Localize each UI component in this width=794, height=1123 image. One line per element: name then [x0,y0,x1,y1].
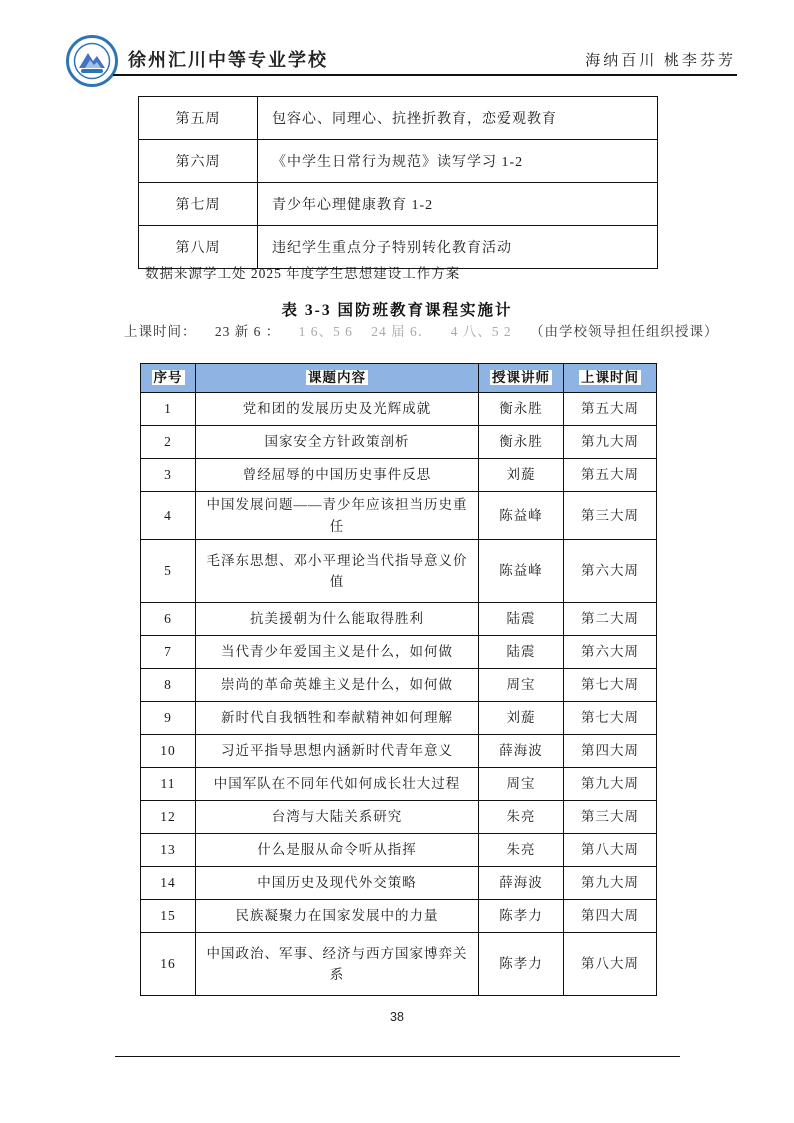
table-row [141,492,657,540]
table-row [139,183,658,226]
no-cell: 3 [141,459,196,492]
table-row [141,834,657,867]
teacher-cell: 陆震 [479,636,564,669]
week-cell: 第五周 [139,97,258,140]
teacher-cell: 陈益峰 [479,492,564,540]
no-cell: 13 [141,834,196,867]
no-cell: 15 [141,900,196,933]
table-row [141,933,657,996]
time-cell: 第二大周 [564,603,657,636]
teacher-cell: 朱亮 [479,801,564,834]
footer-divider [115,1056,680,1057]
no-cell: 12 [141,801,196,834]
table-row [141,702,657,735]
topic-cell: 党和团的发展历史及光辉成就 [196,393,479,426]
table-row [141,459,657,492]
teacher-cell: 周宝 [479,669,564,702]
content-cell: 《中学生日常行为规范》读写学习 1-2 [258,140,658,183]
topic-cell: 中国历史及现代外交策略 [196,867,479,900]
no-cell: 9 [141,702,196,735]
class-time-faded-1: 1 6、5 6 [298,324,353,339]
time-cell: 第八大周 [564,933,657,996]
topic-cell: 民族凝聚力在国家发展中的力量 [196,900,479,933]
time-cell: 第四大周 [564,900,657,933]
time-cell: 第九大周 [564,867,657,900]
table-row [141,603,657,636]
table-row [141,735,657,768]
header-divider [113,74,737,76]
teacher-cell: 刘蔙 [479,459,564,492]
table-row [141,669,657,702]
teacher-cell: 衡永胜 [479,426,564,459]
data-source-note: 数据来源学工处 2025 年度学生思想建设工作方案 [145,266,461,281]
col-header-topic-label: 课题内容 [308,370,366,386]
time-cell: 第五大周 [564,393,657,426]
time-cell: 第三大周 [564,492,657,540]
table-row [141,900,657,933]
table-header-row [141,364,657,393]
no-cell: 11 [141,768,196,801]
col-header-no [141,364,196,393]
table-row [141,801,657,834]
topic-cell: 中国政治、军事、经济与西方国家博弈关系 [196,933,479,996]
teacher-cell: 薛海波 [479,735,564,768]
time-cell: 第四大周 [564,735,657,768]
topic-cell: 台湾与大陆关系研究 [196,801,479,834]
time-cell: 第三大周 [564,801,657,834]
topic-cell: 毛泽东思想、邓小平理论当代指导意义价值 [196,540,479,603]
course-table [140,363,657,996]
class-time-faded-2: 24 届 6． [371,324,433,339]
class-time-label: 上课时间： [124,324,197,339]
time-cell: 第九大周 [564,426,657,459]
teacher-cell: 周宝 [479,768,564,801]
table-row [141,540,657,603]
no-cell: 5 [141,540,196,603]
class-time-part1: 23 新 6 ： [214,324,281,339]
no-cell: 1 [141,393,196,426]
table-row [139,97,658,140]
weekly-plan-table [138,96,658,269]
topic-cell: 当代青少年爱国主义是什么，如何做 [196,636,479,669]
col-header-teacher-label: 授课讲师 [492,370,550,386]
course-table-title: 表 3-3 国防班教育课程实施计 [281,302,513,319]
col-header-topic [196,364,479,393]
time-cell: 第五大周 [564,459,657,492]
teacher-cell: 陆震 [479,603,564,636]
time-cell: 第六大周 [564,540,657,603]
col-header-no-label: 序号 [153,370,183,386]
time-cell: 第七大周 [564,702,657,735]
no-cell: 6 [141,603,196,636]
time-cell: 第九大周 [564,768,657,801]
school-name: 徐州汇川中等专业学校 [128,50,328,70]
teacher-cell: 陈益峰 [479,540,564,603]
no-cell: 7 [141,636,196,669]
topic-cell: 国家安全方针政策剖析 [196,426,479,459]
class-time-faded-3: 4 八、5 2 [450,324,512,339]
class-time-suffix: （由学校领导担任组织授课） [530,324,719,339]
table-row [141,426,657,459]
content-cell: 违纪学生重点分子特别转化教育活动 [258,226,658,269]
col-header-time-label: 上课时间 [581,370,639,386]
content-cell: 青少年心理健康教育 1-2 [258,183,658,226]
topic-cell: 什么是服从命令听从指挥 [196,834,479,867]
table-row [141,393,657,426]
week-cell: 第六周 [139,140,258,183]
table-row [141,867,657,900]
table-row [141,636,657,669]
col-header-time [564,364,657,393]
no-cell: 10 [141,735,196,768]
teacher-cell: 陈孝力 [479,900,564,933]
no-cell: 4 [141,492,196,540]
col-header-teacher [479,364,564,393]
school-logo-icon [66,35,118,87]
topic-cell: 抗美援朝为什么能取得胜利 [196,603,479,636]
topic-cell: 习近平指导思想内涵新时代青年意义 [196,735,479,768]
table-row [141,768,657,801]
week-cell: 第八周 [139,226,258,269]
teacher-cell: 衡永胜 [479,393,564,426]
table-row [139,140,658,183]
no-cell: 14 [141,867,196,900]
teacher-cell: 刘蔙 [479,702,564,735]
content-cell: 包容心、同理心、抗挫折教育，恋爱观教育 [258,97,658,140]
time-cell: 第六大周 [564,636,657,669]
topic-cell: 新时代自我牺牲和奉献精神如何理解 [196,702,479,735]
topic-cell: 中国发展问题——青少年应该担当历史重任 [196,492,479,540]
topic-cell: 曾经屈辱的中国历史事件反思 [196,459,479,492]
school-motto: 海纳百川 桃李芬芳 [585,53,736,69]
page-number: 38 [390,1010,404,1024]
topic-cell: 中国军队在不同年代如何成长壮大过程 [196,768,479,801]
teacher-cell: 陈孝力 [479,933,564,996]
teacher-cell: 薛海波 [479,867,564,900]
topic-cell: 崇尚的革命英雄主义是什么，如何做 [196,669,479,702]
no-cell: 2 [141,426,196,459]
teacher-cell: 朱亮 [479,834,564,867]
week-cell: 第七周 [139,183,258,226]
no-cell: 8 [141,669,196,702]
class-time-note [124,320,719,340]
time-cell: 第七大周 [564,669,657,702]
time-cell: 第八大周 [564,834,657,867]
no-cell: 16 [141,933,196,996]
